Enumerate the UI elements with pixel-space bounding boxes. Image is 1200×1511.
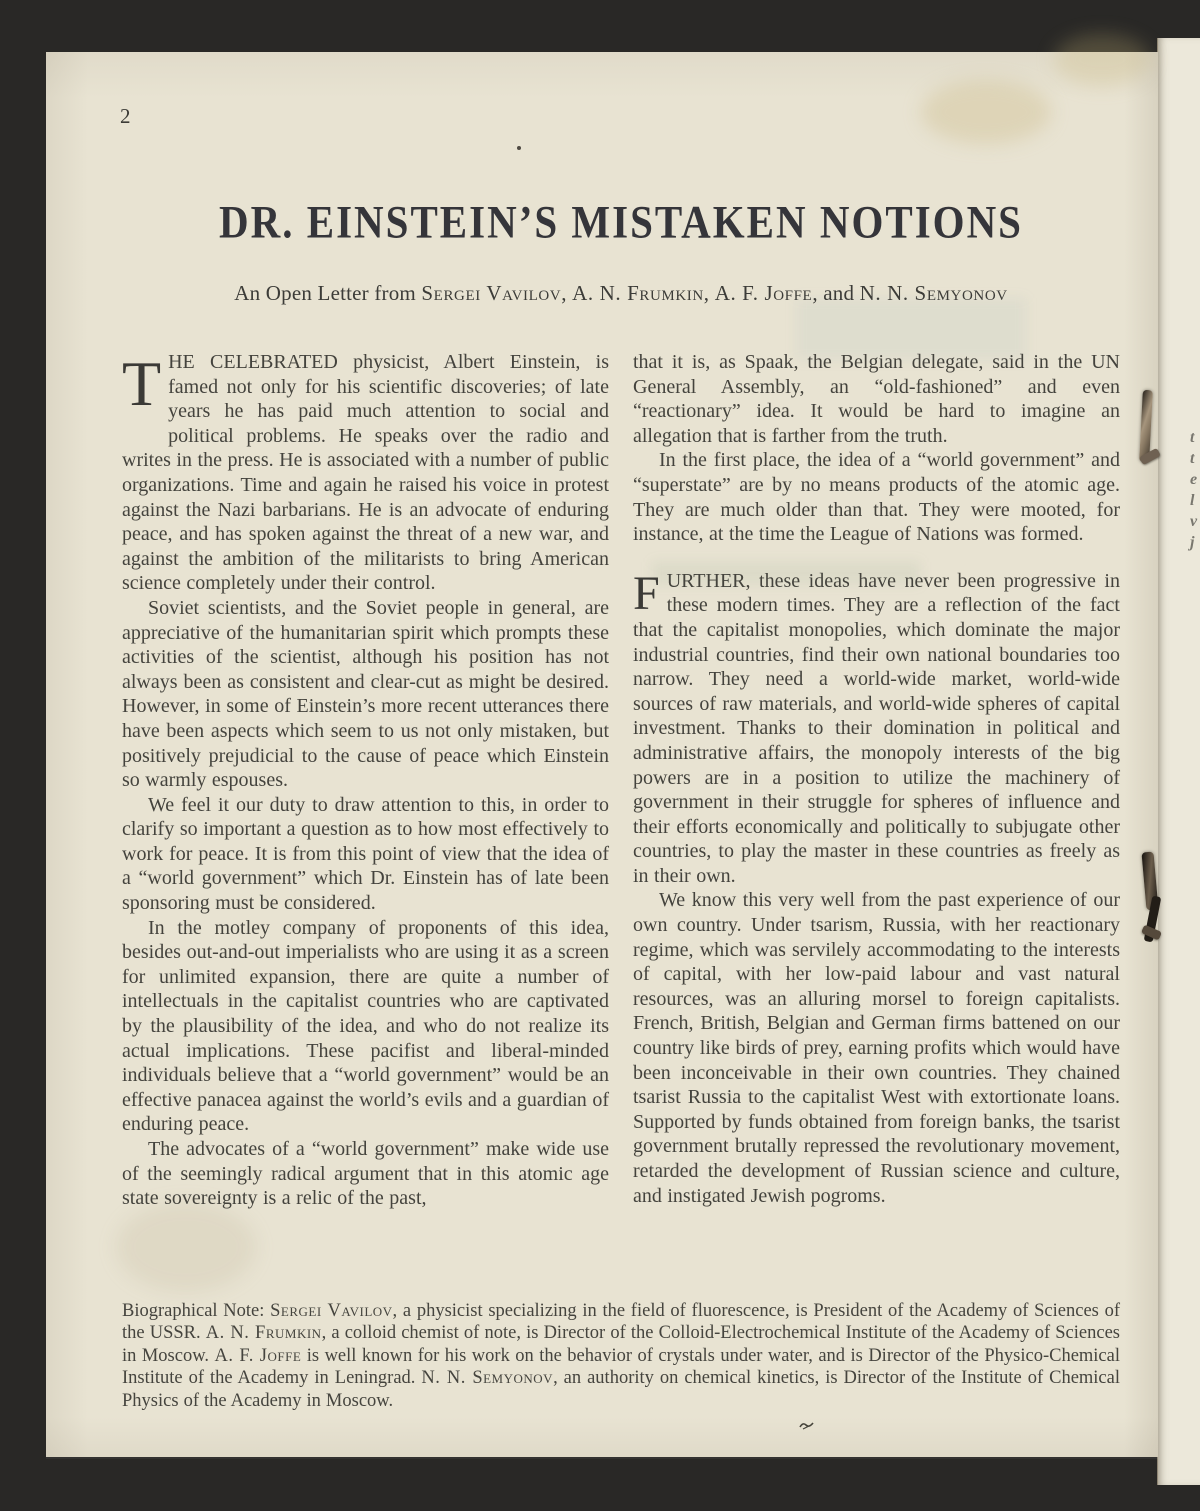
body-paragraph: that it is, as Spaak, the Belgian delegate, said in the UN General Assembly, an “old-fashioned” and even “reactionary” idea. It would be hard to imagine an allegation that is farther from the truth. xyxy=(633,351,1120,447)
article-title: DR. EINSTEIN’S MISTAKEN NOTIONS xyxy=(219,195,1023,248)
body-paragraph: Soviet scientists, and the Soviet people in general, are appreciative of the humanitarian spirit which prompts these activities of the scientist, although his position has not always been as consistent and clear-cut as might be desired. However, in some of Einstein’s more recent utterances there have been aspects which seem to us not only mistaken, but positively prejudicial to the cause of peace which Einstein so warmly espouses. xyxy=(122,596,609,792)
paper-stain xyxy=(116,1202,256,1292)
person-name: A. F. Joffe xyxy=(714,281,813,305)
drop-cap: F xyxy=(633,566,660,620)
drop-cap: T xyxy=(122,348,162,419)
text-run: An Open Letter from xyxy=(234,281,422,305)
cutoff-letter: j xyxy=(1190,534,1195,551)
person-name: A. N. Frumkin xyxy=(205,1323,322,1344)
body-paragraph: The advocates of a “world government” make wide use of the seemingly radical argument that in this atomic age state sovereignty is a relic of the past, xyxy=(122,1138,609,1210)
body-paragraph: In the motley company of proponents of this idea, besides out-and-out imperialists who are using it as a screen for unlimited expansion, there are quite a number of intellectuals in the capitalist countries who are captivated by the plausibility of the idea, and who do not realize its actual implications. These pacifist and liberal-minded individuals believe that a “world government” would be an effective panacea against the world’s evils and a guardian of enduring peace. xyxy=(122,916,609,1136)
person-name: Sergei Vavilov xyxy=(421,281,562,305)
cutoff-letter: t xyxy=(1190,429,1195,446)
article-body xyxy=(122,350,1120,1211)
person-name: Sergei Vavilov xyxy=(270,1301,393,1321)
next-page-cutoff-text xyxy=(1157,430,1200,610)
paper-stain xyxy=(1054,34,1150,86)
text-run: , a physicist specializing in the field of fluorescence, is President of the Academy of Sciences of the USSR. xyxy=(122,1301,1120,1344)
person-name: A. F. Joffe xyxy=(214,1345,302,1366)
biographical-note xyxy=(122,1300,1120,1412)
text-run: Biographical Note: xyxy=(122,1301,271,1321)
text-run: , xyxy=(561,281,573,305)
next-page-edge xyxy=(1157,38,1200,1485)
text-run: , a colloid chemist of note, is Director of the Colloid-Electrochemical Institute of the Academy of Sciences in Moscow. xyxy=(122,1323,1120,1366)
right-column xyxy=(633,350,1120,1211)
person-name: N. N. Semyonov xyxy=(421,1368,554,1389)
article-subtitle xyxy=(122,281,1120,306)
body-paragraph: FURTHER, these ideas have never been progressive in these modern times. They are a reflection of the fact that the capitalist monopolies, which dominate the major industrial countries, find their own national boundaries too narrow. They need a world-wide market, world-wide sources of raw materials, and world-wide spheres of capital investment. Thanks to their domination in political and administrative affairs, the monopoly interests of the big powers are in a position to utilize the machinery of government in their struggle for spheres of influence and their efforts economically and politically to subjugate other countries, to play the master in these countries as freely as in their own. xyxy=(633,566,1120,887)
ink-mark xyxy=(798,1418,816,1432)
cutoff-letter: v xyxy=(1190,513,1198,530)
cutoff-letter: e xyxy=(1190,471,1198,488)
left-column xyxy=(122,350,609,1211)
cutoff-letter: l xyxy=(1190,492,1195,509)
cutoff-letter: t xyxy=(1190,450,1195,467)
paper-stain xyxy=(921,80,1051,144)
body-paragraph: We feel it our duty to draw attention to this, in order to clarify so important a question as to how most effectively to work for peace. It is from this point of view that the idea of a “world government” which Dr. Einstein has of late been sponsoring must be considered. xyxy=(122,793,609,915)
page-number: 2 xyxy=(120,104,131,128)
text-run: , and xyxy=(812,281,860,305)
paper-speck xyxy=(517,146,521,150)
text-run: , xyxy=(703,281,715,305)
person-name: N. N. Semyonov xyxy=(859,281,1008,305)
text-run: is well known for his work on the behavior of crystals under water, and is Director of the Physico-Chemical Institute of the Academy in Leningrad. xyxy=(122,1345,1120,1389)
person-name: A. N. Frumkin xyxy=(572,281,704,305)
text-run: , an authority on chemical kinetics, is Director of the Institute of Chemical Physics of the Academy in Moscow. xyxy=(122,1368,1120,1411)
magazine-page xyxy=(46,52,1158,1457)
body-paragraph: In the first place, the idea of a “world government” and “superstate” are by no means products of the atomic age. They are much older than that. They were mooted, for instance, at the time the League of Nations was formed. xyxy=(633,449,1120,546)
body-paragraph: THE CELEBRATED physicist, Albert Einstein, is famed not only for his scientific discoveries; of late years he has paid much attention to social and political problems. He speaks over the radio and writes in the press. He is associated with a number of public organizations. Time and again he raised his voice in protest against the Nazi barbarians. He is an advocate of enduring peace, and has spoken against the threat of a new war, and against the ambition of the militarists to bring American science completely under their control. xyxy=(122,348,609,595)
body-paragraph: We know this very well from the past experience of our own country. Under tsarism, Russia, with her reactionary regime, which was servilely accommodating to the interests of capital, with her low-paid labour and vast natural resources, was an alluring morsel to foreign capitalists. French, British, Belgian and German firms battened on our country like birds of prey, earning profits which would have been inconceivable in their own countries. They chained tsarist Russia to the capitalist West with extortionate loans. Supported by funds obtained from foreign banks, the tsarist government brutally repressed the revolutionary movement, retarded the development of Russian science and culture, and instigated Jewish pogroms. xyxy=(633,889,1120,1207)
